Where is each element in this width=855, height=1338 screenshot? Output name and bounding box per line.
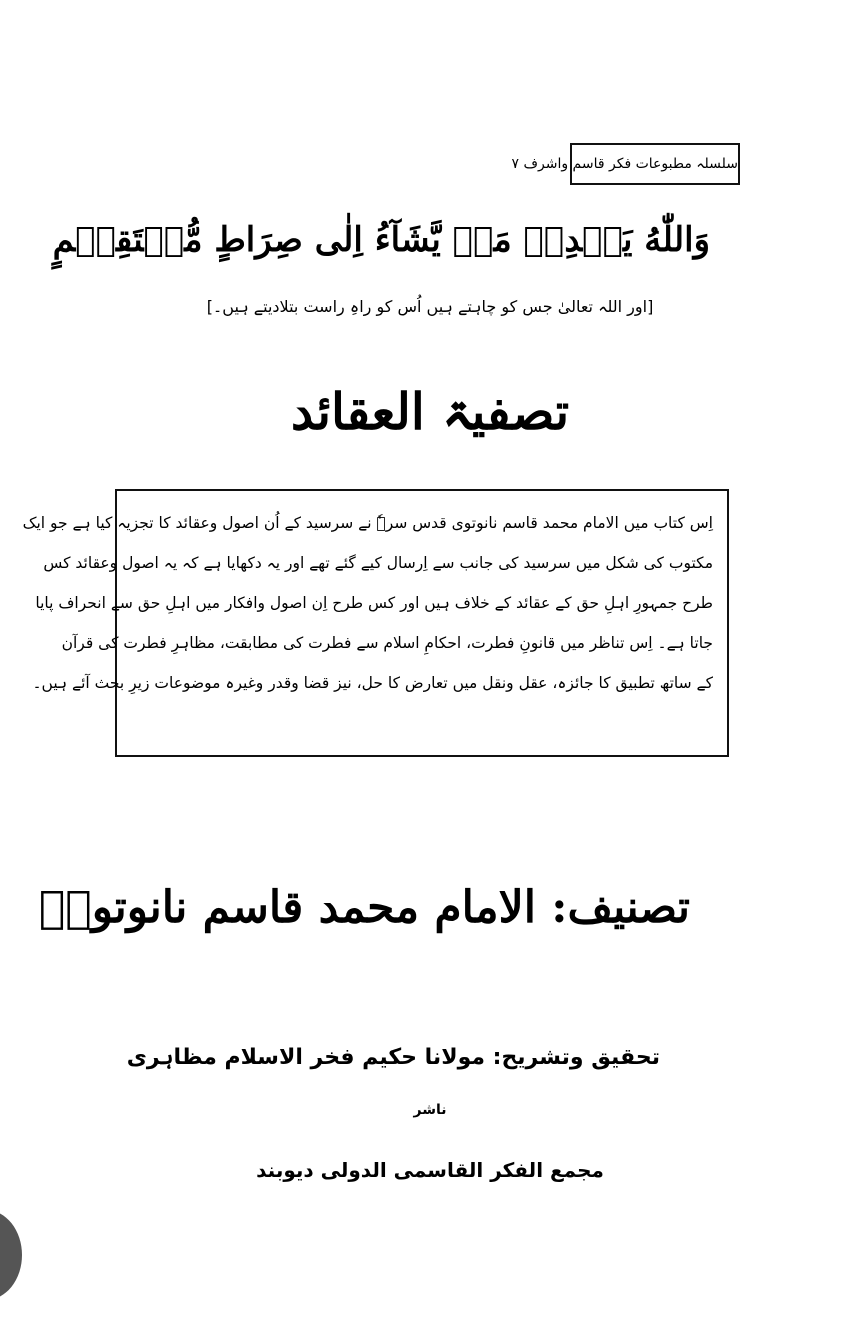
description-box [22,489,729,757]
floating-overlay-button[interactable] [0,1210,22,1300]
publisher-name: مجمع الفکر القاسمی الدولی دیوبند [256,1158,604,1182]
description-line: مکتوب کی شکل میں سرسید کی جانب سے اِرسال کیے گئے تھے اور یہ دکھایا ہے کہ یہ اصول وعقائد کس [43,554,713,572]
verse-translation: [اور اللہ تعالیٰ جس کو چاہتے ہیں اُس کو راہِ راست بتلادیتے ہیں۔] [206,297,654,316]
description-line: طرح جمہورِ اہلِ حق کے عقائد کے خلاف ہیں اور کس طرح اِن اصول وافکار میں اہلِ حق سے انحراف پایا [35,594,713,612]
description-line: جاتا ہے۔ اِس تناظر میں قانونِ فطرت، احکامِ اسلام سے فطرت کی مطابقت، مظاہرِ فطرت کی قرآن [61,634,713,652]
description-line: اِس کتاب میں الامام محمد قاسم نانوتوی قدس سرہٗ نے سرسید کے اُن اصول وعقائد کا تجزیہ کیا ہے جو ایک [22,514,713,532]
description-line: کے ساتھ تطبیق کا جائزہ، عقل ونقل میں تعارض کا حل، نیز قضا وقدر وغیرہ موضوعات زیرِ بحث آئے ہیں۔ [32,674,713,692]
author-line: تصنیف: الامام محمد قاسم نانوتویؒ [38,882,690,933]
series-label: سلسلہ مطبوعات فکر قاسم واشرف ۷ [570,143,740,185]
editor-line: تحقیق وتشریح: مولانا حکیم فخر الاسلام مظاہری [126,1045,660,1070]
publisher-label: ناشر [413,1102,447,1118]
book-title: تصفیۃ العقائد [290,382,570,441]
quranic-verse: وَاللّٰهُ يَهۡدِىۡ مَنۡ يَّشَآءُ اِلٰى صِرَاطٍ مُّسۡتَقِيۡمٍ [52,220,710,260]
